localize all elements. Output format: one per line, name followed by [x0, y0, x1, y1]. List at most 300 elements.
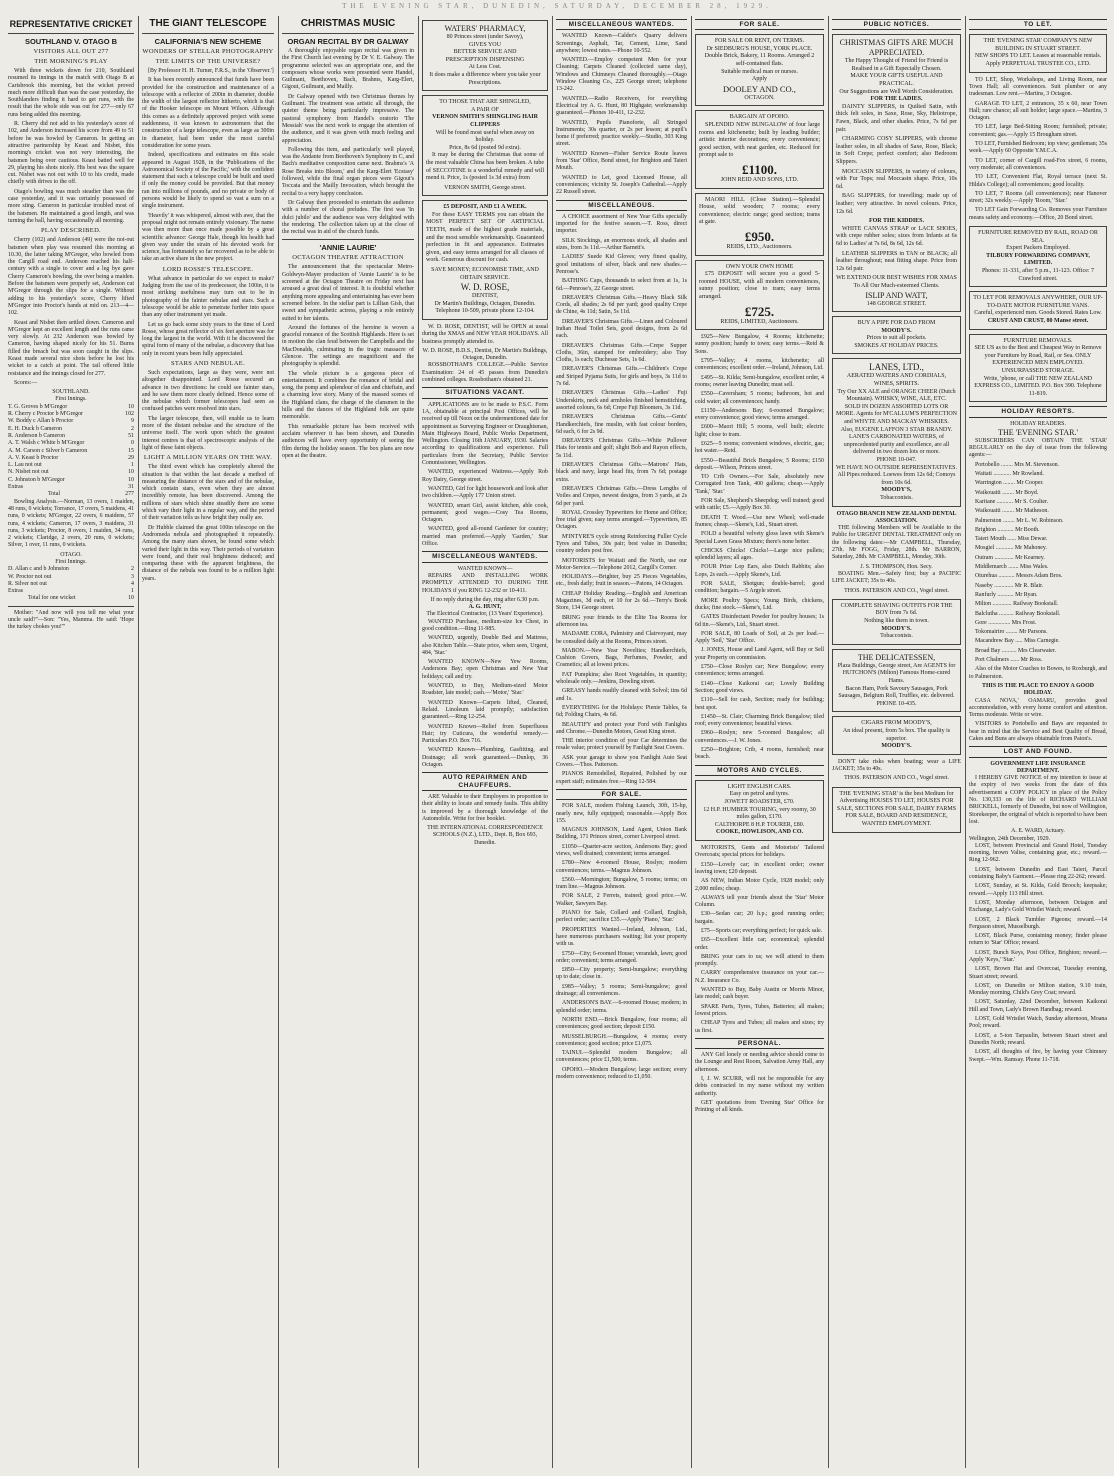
classified-ad: DON'T take risks when boating; wear a LIFE JACKET; 35s to 40s. — [832, 758, 961, 773]
ad-signature: REIDS, LIMITED, Auctioneers. — [720, 318, 799, 325]
article-kicker: WONDERS OF STELLAR PHOTOGRAPHY — [142, 48, 274, 55]
column-to-let — [969, 16, 1107, 1468]
notice-title: OTAGO BRANCH NEW ZEALAND DENTAL ASSOCIATION. — [836, 510, 957, 524]
classified-ad: DREAVER'S Christmas Gifts.—Crepe Supper Cloths, 36in, stamped for embroidery; also Tray Cloths, 1s each; Duchesse Sets, 1s 6d. — [556, 342, 687, 364]
ad-line: COMPLETE SHAVING OUTFITS FOR THE BOY from 7s 6d. — [840, 602, 953, 617]
classified-ad: DREAVER'S Christmas Gifts.—Dress Lengths of Voiles and Crepes, newest designs, from 3 yards, at 2s 6d per yard. — [556, 485, 687, 507]
ad-line: Tobacconists. — [880, 633, 913, 640]
classified-ad: £750—Close Roslyn car; New Bungalow; every convenience; terms arranged. — [695, 664, 824, 678]
classified-ad: CHICKS Chicks! Chicks!—Large nice pullets; splendid layers; all ages. — [695, 547, 824, 562]
classified-ad: DREAVER'S Christmas Gifts.—Heavy Black Silk Cords, all shades; 2s 6d per yard; good quality Crepe de Chine, 4s 11d; Satin, 5s 11d. — [556, 294, 687, 316]
agent-entry: Taieri Mouth ...... Miss Dewar. — [975, 536, 1048, 543]
ad-signature: JOHN REID AND SONS, LTD. — [720, 177, 799, 184]
ad-line: MAKE YOUR GIFTS USEFUL AND PRACTICAL. — [850, 73, 943, 88]
batsman-runs: 1 — [131, 588, 134, 595]
ad-line: DENTIST, — [471, 293, 499, 300]
ad-line: PRESCRIPTION DISPENSING — [445, 56, 525, 63]
ad-line: LANE'S CARBONATED WATERS, of unprecedented purity and excellence, are all delivered in two dozen lots or more. — [843, 434, 950, 456]
classified-ad: LOST, 2 Black Tumbler Pigeons; reward.—14 Ferguson street, Musselburgh. — [969, 916, 1107, 930]
article-subtitle: ORGAN RECITAL BY DR GALWAY — [287, 37, 409, 46]
notice-signature: J. S. THOMPSON, Hon. Secy. — [860, 563, 933, 570]
classified-ad: GARAGE TO LET, 2 entrances, 35 x 60, near Town Hall; rare chance; all suit holder; large space.—Martins, 3 Octagon. — [969, 100, 1107, 122]
batsman-name: R. Silver not out — [8, 580, 47, 587]
classified-ad: £625—5 rooms; convenient windows, electric, gas; hot water.—Reid. — [695, 441, 824, 455]
notice-body: SUBSCRIBERS CAN OBTAIN THE 'STAR' REGULARLY on the day of issue from the following agents:— — [969, 437, 1107, 459]
batsman-runs: 2 — [131, 566, 134, 573]
ad-line: Tobacconists. — [880, 494, 913, 501]
section-heading: MISCELLANEOUS WANTEDS. — [556, 19, 687, 30]
notice-body: THE following Members will be Available to the Public for URGENT DENTAL TREATMENT only on the following dates:—Mr CAMPBELL, Thursday, 27th. Mr FOGG, Friday, 28th. Mr BARRON, Saturday, 28th. Mr CAMPBELL, Monday, 30th. — [832, 525, 961, 561]
classified-ad: TO LET, corner of Cargill road-Fox street, 6 rooms, very moderate; all conveniences. — [969, 157, 1107, 171]
classified-ad: DREAVER'S Christmas Gifts.—White Pullover Hats for tennis and golf; slight Bob and Rayon effects, 5s 11d. — [556, 438, 687, 459]
shaving-ad — [832, 599, 961, 645]
classified-ad: LOST, on Dunedin or Milton station, 9.10 train, Monday morning, Child's Grey Coat; reward. — [969, 982, 1107, 997]
classified-ad: WANTED Known—Plumbing, Gasfitting, and Drainage; all work guaranteed.—Dunlop, 36 Octagon. — [422, 747, 548, 769]
ad-line: THE 'EVENING STAR' COMPANY'S NEW BUILDING IN STUART STREET. — [983, 38, 1093, 52]
classified-ad: ANY Girl lonely or needing advice should come to the Lounge and Rest Room, Salvation Army Hall, any afternoon. — [695, 1052, 824, 1073]
classified-list — [556, 214, 687, 786]
divider — [282, 239, 414, 240]
ad-line: Plaza Buildings, George street, Are AGENTS for HUTCHON'S (Milton) Famous Home-cured Hams. — [837, 662, 956, 684]
classified-ad: TAINUI.—Splendid modern Bungalow; all conveniences; price £1,500; terms. — [556, 1050, 687, 1064]
ad-line: It does make a difference where you take your Prescriptions. — [429, 71, 541, 86]
classified-ad: BEAUTIFY and protect your Ford with Fanlights and Chrome.—Dunedin Motors, Great King street. — [556, 721, 687, 735]
article-subtitle: CALIFORNIA'S NEW SCHEME — [154, 37, 262, 46]
batsman-runs: 10 — [128, 469, 134, 476]
batsman-name: Extras — [8, 484, 24, 491]
paragraph: Following this item, and particularly well played, was the Andante from Beethoven's Symphony in C, and Bach's meditative composition came next. Brahms's 'A Rose Breaks into Bloom,' and the Karg-Elert 'Ecstasy' followed, while the final organ pieces were Gigout's Toccata and the Mailly Invocation, which brought the recital to a very happy conclusion. — [282, 146, 414, 197]
classified-ad: WANTED to Buy, Baby Austin or Morris Minor, late model; cash buyer. — [695, 987, 824, 1001]
classified-ad: £850—City property; Semi-bungalow; everything up to date; close in. — [556, 967, 687, 981]
classified-list — [695, 334, 824, 761]
running-head: THE EVENING STAR, DUNEDIN, SATURDAY, DECEMBER 28, 1929. — [342, 2, 772, 10]
ad-line: OCTAGON. — [744, 94, 775, 101]
batsman-runs: 31 — [128, 484, 134, 491]
ad-title: CIGARS FROM MOODY'S, — [861, 720, 932, 727]
classified-ad: BATHING Caps, thousands to select from at 1s, 1s 6d.—Penrose's, 22 George street. — [556, 278, 687, 292]
ad-line: Apply — [752, 76, 767, 83]
classified-ad: BOATING Men.—Safety first; buy a PACIFIC LIFE JACKET; 35s to 40s. — [832, 570, 961, 585]
ad-title: TO THOSE THAT ARE SHINGLED, — [439, 99, 531, 106]
classified-ad: £495—St. Kilda; Semi-bungalow, excellent order, 4 rooms; owner leaving Dunedin; must sell. — [695, 374, 824, 388]
notice-body: Also of the Motor Coaches to Bowes, to Roxburgh, and to Palmerston. — [969, 666, 1107, 680]
classified-ad: DREAVER'S Christmas Gifts.—Children's Crepe and Striped Pyjama Suits, for girls and boys, 3s 11d to 7s 6d. — [556, 366, 687, 388]
ad-name: TILBURY FORWARDING COMPANY, LIMITED. — [986, 252, 1090, 267]
classified-ad: WANTED, Girl for light housework and look after two children.—Apply 177 Union street. — [422, 485, 548, 500]
ad-name: CRUST AND CRUST, 80 Manse street. — [987, 317, 1089, 324]
column-for-sale — [695, 16, 824, 1468]
evening-star-ad: THE 'EVENING STAR' is the best Medium for Advertising HOUSES TO LET, HOUSES FOR SALE, SECTIONS FOR SALE, DAIRY FARMS FOR SALE, BOARD AND RESIDENCE, WANTED EMPLOYMENT. — [832, 787, 961, 833]
ad-line: An ideal present, from 5s box. The quality is superior. — [842, 727, 951, 742]
agent-entry: Balclutha .......... Railway Bookstall. — [975, 610, 1061, 617]
property-ad — [695, 34, 824, 106]
agent-entry: Oturehua ........... Messrs Adam Bros. — [975, 573, 1063, 580]
classified-ad: LOST, between Dunedin and East Taieri, Parcel containing Baby's Garment.—Please ring 22-262; reward. — [969, 866, 1107, 881]
cigars-ad — [832, 716, 961, 754]
classified-list — [556, 33, 687, 196]
cars-ad — [695, 780, 824, 841]
notice-title: GOVERNMENT LIFE INSURANCE DEPARTMENT. — [990, 760, 1086, 774]
classified-ad: SILK Stockings, an enormous stock, all shades and sizes, from 3s 11d.—Arthur Barnett's. — [556, 237, 687, 252]
classified-ad: £110—Sell for cash, Section; ready for building; best spot. — [695, 697, 824, 711]
classified-ad: MAGNUS JOHNSON, Land Agent, Union Bank Building, 171 Princes street, corner Liverpool street. — [556, 827, 687, 841]
ad-line: CALTHORPE 8 H.P. TOURER, £80. — [714, 821, 805, 828]
classified-ad: £550—Beautiful Brick Bungalow, 5 Rooms; £150 deposit.—Wilson, Princes street. — [695, 457, 824, 471]
column-rule — [138, 16, 139, 1468]
classified-ad: SPARE Parts, Tyres, Tubes, Batteries; all makes; lowest prices. — [695, 1003, 824, 1017]
ad-line: WE EXTEND OUR BEST WISHES FOR XMAS — [836, 275, 957, 282]
ad-name: LANES, LTD., — [869, 362, 924, 373]
ad-price: £950. — [744, 228, 775, 244]
classified-ad: CHEAP Tyres and Tubes; all makes and sizes; try us first. — [695, 1020, 824, 1034]
classified-ad: ANDERSON'S BAY.—6-roomed House; modern; in splendid order; terms. — [556, 1000, 687, 1014]
classified-ad: ALWAYS tell your friends about the 'Star' Motor Column. — [695, 894, 824, 909]
ad-line: PHONE 10-047. — [876, 457, 917, 464]
shops-ad — [969, 34, 1107, 72]
batsman-runs: 29 — [128, 454, 134, 461]
ad-line: Price, 8s 6d (posted 9d extra). — [449, 144, 521, 151]
delicatessen-ad — [832, 649, 961, 713]
classified-ad: OPOHO.—Modern Bungalow; large section; every modern convenience; reduced to £1,050. — [556, 1066, 687, 1080]
ad-line: NEW SHOPS TO LET. Leases at reasonable rentals. — [974, 53, 1102, 60]
classified-ad: J. JONES, House and Land Agent, will Buy or Sell your Property on commission. — [695, 647, 824, 661]
dentist-ad — [422, 200, 548, 320]
ad-line: SAVE MONEY; ECONOMISE TIME, AND OBTAIN SERVICE. — [431, 267, 539, 281]
batsman-runs: 15 — [128, 447, 134, 454]
classified-ad: LADIES' Suede Kid Gloves; very finest quality, good imitations of silver, black and new shades.—Penrose's. — [556, 254, 687, 275]
ad-item: MOCCASIN SLIPPERS, in variety of colours, with Fur Tops; real Moccasin shape. Price, 10s 6d. — [836, 168, 957, 190]
ad-name: THE DELICATESSEN, — [857, 652, 936, 662]
article-subtitle: OCTAGON THEATRE ATTRACTION — [292, 254, 404, 262]
classified-ad: LOST, between Provincial and Grand Hotel, Tuesday morning, brown Valise, containing gear, etc.; reward.—Ring 12-962. — [969, 842, 1107, 864]
removals-ad — [969, 226, 1107, 287]
section-subhead: LIGHT A MILLION YEARS ON THE WAY. — [143, 454, 273, 462]
article-title: 'ANNIE LAURIE' — [319, 243, 377, 253]
classified-ad: PIANOS Remodelled, Repaired, Polished by our expert staff; estimates free.—Ring 12-584. — [556, 771, 687, 785]
divider — [8, 606, 134, 607]
total-value: 277 — [125, 491, 134, 498]
classified-ad: GREASY hands readily cleaned with Solvol; tins 6d and 1s. — [556, 688, 687, 702]
classified-ad: EVERYTHING for the Holidays: Pienie Tables, 6s 6d; Folding Chairs, 4s 6d. — [556, 704, 687, 719]
slippers-ad — [832, 34, 961, 312]
batsman-name: R. Anderson b Cameron — [8, 432, 65, 439]
ad-line: Our Suggestions are Well Worth Consideration. — [839, 88, 954, 95]
ad-name: ISLIP AND WATT, — [865, 290, 928, 300]
classified-ad: GATES Disinfectant Powder for poultry houses; 1s 6d tin.—Skene's, Ltd., Stuart street. — [695, 614, 824, 628]
section-heading: HOLIDAY RESORTS. — [969, 406, 1107, 417]
classified-ad: M'INTYRE'S cycle strong Reinforcing Fuller Cycle Tyres and Tubes, 30s pair; best value in Dunedin; country orders post free. — [556, 533, 687, 555]
ad-line: Also, EUGENE LAFFON 3 STAR BRANDY. — [840, 426, 953, 433]
batsman-name: L. Lau not out — [8, 462, 42, 469]
section-heading: MOTORS AND CYCLES. — [695, 765, 824, 776]
classified-ad: £1450—St. Clair; Charming Brick Bungalow; tiled roof; every convenience; beautiful views. — [695, 713, 824, 728]
section-heading: SITUATIONS VACANT. — [422, 387, 548, 398]
section-heading: PERSONAL. — [695, 1038, 824, 1049]
classified-ad: FOUR Prize Lop Ears, also Dutch Rabbits; also Lops, 2s each.—Apply Skene's, Ltd. — [695, 564, 824, 578]
column-christmas-music — [282, 16, 414, 1468]
ad-line: Dr SIEDBURG'S HOUSE, YORK PLACE. — [706, 45, 813, 52]
classified-ad: £600—Maori Hill; 5 rooms, well built; electric light; close to tram. — [695, 424, 824, 438]
ad-line: Write, 'phone, or call THE NEW ZEALAND EXPRESS CO., LIMITED. P.O. Box 390. Telephone 11-819. — [974, 375, 1102, 397]
paragraph: A thoroughly enjoyable organ recital was given in the First Church last evening by Dr V. E. Galway. The programme selected was an appropriate one, and the composers whose works were presented were Handel, Guilmant, Beethoven, Bach, Brahms, Karg-Elert, Gigout, Guilmant, and Mailly. — [282, 48, 414, 91]
classified-ad: WANTED KNOWN—New Yew Rooms, Andersons Bay; open Christmas and New Year holidays; call and try. — [422, 659, 548, 680]
agents-list — [969, 462, 1107, 665]
batsman-name: Extras — [8, 588, 24, 595]
notice-body: I HEREBY GIVE NOTICE of my intention to issue at the expiry of two weeks from the date of this advertisement a COPY POLICY in place of the Policy No. 130,333 on the life of RICHARD WILLIAM BRICKELL, formerly of Dunedin, but now of Wellington, Storekeeper, the original of which is reported to have been lost. — [969, 775, 1107, 825]
ad-body: For these EASY TERMS you can obtain the MOST PERFECT SET OF ARTIFICIAL TEETH, made of the highest grade materials, and the most sensible workmanship. Guaranteed perfection in fit and appearance. Estimates given, and easy terms arranged for all classes of work. Generous discount for cash. — [426, 211, 544, 264]
paragraph: The third event which has completely altered the situation is that within the last decade a method of measuring the distance of the stars and of the nebulae, which contain stars, even when they are almost incredibly remote, has been discovered. Among the millions of stars which shine steadily there are some which vary their light in a regular way, and the period of their variation tells us how bright they really are. — [142, 464, 274, 522]
paragraph: Mother: "And now will you tell me what your uncle said?"—Son: "Yes, Mamma. He said: 'Hope the turkey chokes you!'" — [8, 609, 134, 631]
section-heading: FOR SALE. — [695, 19, 824, 30]
classified-ad: PROPERTIES Wanted.—Ireland, Johnson, Ltd., have numerous purchasers waiting; list your property with us. — [556, 926, 687, 948]
ad-line: AERATED WATERS AND CORDIALS, WINES, SPIRITS. — [846, 373, 947, 388]
ad-item: WHITE CANVAS STRAP or LACE SHOES, with crepe rubber soles; sizes from Infants at 6s 6d to Ladies' at 7s 6d, 8s 6d, 12s 6d. — [836, 225, 957, 247]
section-subhead: LORD ROSSE'S TELESCOPE. — [162, 265, 254, 273]
section-heading: MISCELLANEOUS. — [556, 200, 687, 211]
ad-item: BAG SLIPPERS, for travelling; made up of leather; very attractive. In novel colours. Price, 12s 6d. — [836, 193, 957, 215]
batting-table — [8, 566, 134, 595]
article-title: REPRESENTATIVE CRICKET — [9, 19, 133, 29]
classified-ad: WANTED Known—Fisher Service Route leaves from 'Star' Office, Bond street, for Brighton and Taieri Mouth. — [556, 150, 687, 172]
column-rule — [691, 16, 692, 1468]
classified-ad: £550—Caversham; 5 rooms; bathroom, hot and cold water; all conveniences; handy. — [695, 391, 824, 405]
property-ad — [695, 260, 824, 331]
section-heading: TO LET. — [969, 19, 1107, 30]
batting-row — [8, 462, 134, 469]
classified-ad: TO LET, Furnished Bedroom; top view; gentleman; 35s week.—Apply 60 Opposite Y.M.C.A. — [969, 141, 1107, 155]
ad-line: SEE US as to the Best and Cheapest Way to Remove your Furniture by Road, Rail, or Sea. ONLY EXPERIENCED MEN EMPLOYED. UNSURPASSED STORAGE. — [974, 345, 1102, 374]
divider — [8, 33, 134, 34]
classified-ad: ROYAL Crossley Typewriters for Home and Office; free trial given; easy terms arranged.—Typewriters, 85 Octagon. — [556, 509, 687, 531]
classified-ad: TO LET, 7 Rooms (all conveniences); near Hanover street; 32s weekly.—Apply 'Room,' 'Star.' — [969, 190, 1107, 205]
ad-signature: W. D. ROSE, B.D.S., Dentist, Dr Martin's Buildings, Octagon, Dunedin. — [422, 347, 548, 362]
agent-entry: Brighton ........... Mr Booth. — [975, 526, 1040, 533]
classified-ad: DREAVER'S Christmas Gifts.—Ladies' Fuji Underskirts, neck and armholes finished hemstitching, assorted colours, 6s 6d; Crepe Fuji Bloomers, 3s 11d. — [556, 390, 687, 411]
classified-ad: LOST, Gold Wristlet Watch, Sunday afternoon, Moana Pool; reward. — [969, 1016, 1107, 1030]
classified-ad: TO LET Gain Forwarding Co. Removes your Furniture means safety and economy.—Office, 20 Bond street. — [969, 207, 1107, 221]
ad-body: SPLENDID NEW BUNGALOW of four large rooms and kitchenette; built by leading builder; artistic interior decorations; every convenience; good section, with neat garden, etc. Reduced for prompt sale to — [699, 122, 820, 159]
team-name: SOUTHLAND. — [52, 389, 90, 396]
section-heading: MISCELLANEOUS WANTEDS. — [422, 551, 548, 562]
innings-label: First Innings. — [55, 559, 87, 565]
agent-entry: Port Chalmers ...... Mr Ross. — [975, 657, 1043, 664]
agent-entry: Milton ............. Railway Bookstall. — [975, 601, 1059, 608]
batting-row — [8, 448, 134, 455]
ad-line: If no reply during the day, ring after 6.30 p.m. — [430, 596, 540, 603]
total-row — [8, 595, 134, 602]
ad-line: Bacon Ham, Pork Savoury Sausages, Pork Sausages, Belgium Roll, Truffles, etc. delivered. PHONE 10-435. — [838, 685, 955, 707]
ad-signature: VERNON SMITH, George street. — [444, 184, 526, 191]
classified-ad: TO Crib Owners.—For Sale, absolutely new Corrugated Iron Tank, 400 gallons; cheap.—Apply 'Tank,' 'Star.' — [695, 474, 824, 495]
paragraph: Dr Hubble claimed the great 100in telescope on the Andromeda nebula and photographed it repeatedly. Among the many stars shown, he found some which varied their light in this way. Their periods of variation were found, and their real brightness deduced; and comparing these with the apparent brightness, the distance of the nebula was found to be a million light years. — [142, 524, 274, 582]
classified-list — [695, 1052, 824, 1114]
divider — [282, 33, 414, 34]
ad-line: The Happy Thought of Friend for Friend is Realised in a Gift Especially Chosen. — [844, 58, 949, 72]
classified-ad: FOR SALE, modern Fishing Launch, 30ft, 15-hp, nearly new, fully equipped; reasonable.—Apply Box 155. — [556, 803, 687, 824]
paragraph: 'Heavily' it was whispered, almost with awe, that the proposal might not remain entirely visionary. The name was then more than once made possible by a great scientific advance: George Hale, though his health had given way under the strain of his devoted work for science, has fortunately so far recovered as to be able to take an active share in the new project. — [142, 212, 274, 263]
classified-ad: LOST, Sunday, at St. Kilda, Gold Brooch; keepsake; reward.—Apply 113 Hill street. — [969, 883, 1107, 897]
batsman-name: W. Proctor not out — [8, 573, 52, 580]
ad-line: The Electrical Contractor, (13 Years' Experience). — [426, 611, 544, 618]
ad-title: LIGHT ENGLISH CARS. — [727, 783, 792, 790]
classified-ad: £560.—Mornington; Bungalow, 5 rooms; terms; on tram line.—Magnus Johnson. — [556, 876, 687, 891]
paragraph: This remarkable picture has been received with acclaim wherever it has been shown, and Dunedin audiences will have every opportunity of seeing the film during the holiday season. The box plans are now open at the theatre. — [282, 423, 414, 459]
classified-ad: WANTED Purchase, medium-size Ice Chest, in good condition.—Ring 11-985. — [422, 618, 548, 632]
agent-entry: Gore ............... Mrs Frost. — [975, 619, 1037, 626]
classified-ad: FOR SALE, 80 Loads of Soil, at 2s per load.—Apply 'Soil,' 'Star' Office. — [695, 630, 824, 645]
paragraph: Otago's bowling was much steadier than was the case yesterday, and it was certainly possessed of more sting. Cameron in particular troubled most of the batsmen. He maintained a good length, and was turning the ball, having occasionally all morning. — [8, 188, 134, 224]
ad-signature: THE INTERNATIONAL CORRESPONDENCE SCHOOLS (N.Z.), LTD., Dept. B, Box 693, Dunedin. — [427, 825, 543, 846]
notice-body: CASA NOVA,' OAMARU, provides good accommodation, with every home comfort and attention. Terms moderate. Write or wire. — [969, 697, 1107, 719]
paragraph: Around the fortunes of the heroine is woven a graceful romance of the Scottish Highlands. Here is set in motion the clan feud between the Campbells and the MacDonalds, culminating in the tragic massacre of Glencoe. The settings are magnificent and the photography is splendid. — [282, 324, 414, 368]
ad-line: Apply PERPETUAL TRUSTEE CO., LTD. — [985, 61, 1091, 68]
agent-entry: Tokomairiro ........ Mr Parsons. — [975, 629, 1048, 636]
article-subtitle: SOUTHLAND V. OTAGO B — [24, 37, 118, 46]
classified-ad: THE interior condition of your Car determines the resale value; protect yourself by Fanlight Seat Covers. — [556, 738, 687, 752]
batting-row — [8, 404, 134, 411]
classified-ad: FOLD a beautiful velvety gloss lawn with Skene's Special Lawn Grass Mixture; there's none better. — [695, 531, 824, 545]
batsman-name: E. H. Duck b Cameron — [8, 425, 62, 432]
ad-title: FURNITURE REMOVED BY RAIL, ROAD OR SEA. — [978, 230, 1098, 244]
agent-entry: Portobello ........ Mrs M. Stevenson. — [975, 461, 1060, 468]
batsman-name: R. Cherry c Proctor b M'Gregor — [8, 411, 84, 418]
batsman-runs: 2 — [131, 425, 134, 432]
classified-list — [422, 469, 548, 548]
batting-row — [8, 581, 134, 588]
classified-ad: WANTED, experienced Waitress.—Apply Rob Roy Dairy, George street. — [422, 469, 548, 483]
batsman-name: N. Nisbet not out — [8, 469, 49, 476]
classified-ad: GET quotations from 'Evening Star' Office for Printing of all kinds. — [695, 1099, 824, 1114]
paragraph: Dr Galway then proceeded to entertain the audience with a number of choral preludes. The first was 'In dulci jubilo' and the audience was very delighted with the rendering. The collection taken up at the close of the recital was in aid of the church funds. — [282, 199, 414, 236]
ad-body: MAORI HILL (Close Station).—Splendid House, solid wooden; 7 rooms; every convenience; electric range; good section; trams at gate. — [699, 196, 820, 226]
paragraph: What advance in particular do we expect to make? Judging from the use of its predecessor, the 100in, it is most striking usefulness may turn out to be in photography of the fainter nebulae and stars. Such a telescope would be able to penetrate further into space than any other instrument yet made. — [142, 275, 274, 319]
batting-row — [8, 477, 134, 484]
scores-label: Scores:— — [14, 379, 38, 386]
pipe-ad — [832, 316, 961, 354]
classified-ad: LOST, all thoughts of fire, by having your Chimney Swept.—Wm. Ramsay. Phone 11-718. — [969, 1049, 1107, 1063]
ad-line: Easy on petrol and tyres. — [729, 791, 790, 798]
classified-ad: FOR SALE, 2 Ferrets, trained; good price.—W. Walker, Sawyers Bay. — [556, 893, 687, 907]
classified-ad: WANTED.—Radio Receivers, for everything Electrical try A. G. Hunt, 80 Highgate; workmanship guaranteed.—Phones 10-411, 12-232. — [556, 95, 687, 117]
classified-ad: NORTH END.—Brick Bungalow, four rooms; all conveniences; good section; deposit £150. — [556, 1016, 687, 1031]
batsman-runs: 1 — [131, 462, 134, 469]
batting-row — [8, 574, 134, 581]
classified-ad: TO LET, Convenient Flat, Royal terrace (next St. Hilda's College); all conveniences; good locality. — [969, 174, 1107, 188]
ad-line: Expert Packers Employed. — [1006, 245, 1070, 252]
ad-title: CHRISTMAS GIFTS ARE MUCH APPRECIATED. — [839, 38, 954, 58]
classified-ad: PIANO for Sale, Collard and Collard, English, perfect order; sacrifice £35.—Apply 'Piano,' 'Star.' — [556, 910, 687, 924]
ad-item: LEATHER SLIPPERS in TAN or BLACK; all leather throughout; neat fitting shape. Price from 12s 6d pair. — [836, 250, 957, 272]
section-heading: PUBLIC NOTICES. — [832, 19, 961, 30]
classified-ad: TO LET, large Bed-Sitting Room; furnished; private; convenient; gas.—Apply 15 Brougham street. — [969, 124, 1107, 138]
column-telescope — [142, 16, 274, 1468]
batting-row — [8, 411, 134, 418]
classified-ad: WANTED Known—Relief from Superfluous Hair; try Cuticura, the wonderful remedy.—Particulars P.O. Box 716. — [422, 723, 548, 745]
ad-subhead: FOR THE KIDDIES. — [868, 218, 925, 225]
removals-ad — [969, 291, 1107, 329]
classified-ad: LOST, Monday afternoon, between Octagon and Exchange, Lady's Gold Wristlet Watch; reward. — [969, 899, 1107, 914]
classified-ad: BRING your friends to the Elite Tea Rooms for afternoon tea. — [556, 614, 687, 628]
total-row — [8, 491, 134, 498]
paragraph: Keast and Nisbet then settled down. Cameron and M'Gregor kept an excellent length and the runs came very slowly. At 232 Anderson was bowled by Cameron, having shaped nicely for his 51. Burns filled the breach but was soon caught in the slips. Keast made several nice shots before he lost his wicket to a catch at point. The tail offered little resistance and the innings closed for 277. — [8, 319, 134, 377]
article-kicker: VISITORS ALL OUT 277 — [33, 48, 109, 55]
ad-list — [836, 226, 957, 274]
ad-name: MOODY'S, — [881, 487, 912, 494]
batsman-name: W. Boddy c Allan b Proctor — [8, 418, 74, 425]
section-subhead: PLAY DESCRIBED. — [40, 227, 101, 235]
classified-ad: £30—Sedan car; 20 h.p.; good running order; bargain. — [695, 911, 824, 925]
ad-title: £5 DEPOSIT, AND £1 A WEEK. — [443, 204, 527, 211]
classified-ad: I, J. W. SCURR, will not be responsible for any debts contracted in my name without my written authority. — [695, 1076, 824, 1097]
classified-ad: AS NEW, Indian Motor Cycle, 1928 model; only 2,000 miles; cheap. — [695, 878, 824, 892]
column-rule — [552, 16, 553, 1468]
batsman-name: A. T. Walsh c White b M'Gregor — [8, 440, 85, 447]
classified-ad: CHEAP Holiday Reading.—English and American Magazines, 3d each, or 10 for 2s 6d.—Terry's Book Store, 134 George street. — [556, 590, 687, 612]
paragraph: The larger telescope, then, will enable us to learn more of the distant nebulae and the structure of the universe itself. The work upon which the greatest interest centres is that of spectroscopic analysis of the light of these faint objects. — [142, 415, 274, 451]
agent-entry: Mosgiel ............ Mr Mahoney. — [975, 545, 1047, 552]
batsman-name: A. V. Keast b Proctor — [8, 454, 59, 461]
classified-ad: BRING your cars to us; we will attend to them promptly. — [695, 953, 824, 968]
article-subhead: THE LIMITS OF THE UNIVERSE? — [155, 58, 261, 65]
ad-price: £1100. — [741, 162, 778, 178]
classified-ad: WANTED Known—Calder's Quarry delivers Screenings, Asphalt, Tar, Cement, Lime, Sand anywhere; lowest rates.—Phone 10-552. — [556, 33, 687, 54]
batting-table — [8, 404, 134, 492]
classified-ad: £960—Roslyn; new 5-roomed Bungalow; all conveniences.—J. W. Jones. — [695, 730, 824, 744]
batsman-name: C. Johnston b M'Gregor — [8, 476, 65, 483]
bowling-analysis: Bowling Analysis.—Norman, 13 overs, 1 maiden, 48 runs, 0 wickets; Torrance, 17 overs, 5 maidens, 41 runs, 0 wickets; M'Gregor, 22 overs, 6 maidens, 57 runs, 4 wickets; Cameron, 17 overs, 3 maidens, 31 runs, 3 wickets; Proctor, 8 overs, 1 maiden, 34 runs, 2 wickets; Claridge, 2 overs, 20 runs, 0 wickets; Silver, 1 over, 11 runs, 0 wickets. — [8, 498, 134, 549]
classified-ad: LOST, Brown Hat and Overcoat, Tuesday evening, Stuart street; reward. — [969, 966, 1107, 980]
ad-line: Try Our XX ALE and ORANGE CHEER (Dutch Mountain). WHISKY, WINE, ALE, ETC. — [837, 388, 956, 403]
ad-line: A PAIR OF — [471, 106, 499, 113]
classified-ad: ASK your garage to show you Fanlight Auto Seat Covers.—Thos. Patterson. — [556, 754, 687, 769]
classified-ad: FAT Pumpkins; also Root Vegetables, in quantity; wholesale only.—Jenkins, Dowling street. — [556, 671, 687, 686]
batting-row — [8, 566, 134, 573]
classified-ad: WANTED, Pupils Pianoforte, all Stringed Instruments; 30s quarter, or 2s per lesson; at pupil's home if preferred; practice weekly.—Studio, 303 King street. — [556, 119, 687, 148]
classified-ad: £750—City; 6-roomed House; verandah, lawn; good order; convenient; terms arranged. — [556, 950, 687, 964]
ad-line: SMOKES AT HOLIDAY PRICES. — [854, 342, 939, 349]
classified-ad: MABON.—New Year Novelties; Handkerchiefs, Cushion Covers, Bags, Perfumes, Powder, and Cosmetics; all at lowest prices. — [556, 647, 687, 669]
classified-ad: WANTED, to Buy, Medium-sized Motor Roadster, late model; cash.—'Motor,' 'Star.' — [422, 683, 548, 697]
ad-body: It may be during the Christmas that some of the most valuable China has been broken. A tube of SECCOTINE is a wonderful remedy and will mend it. Price, 1s (posted 1s 3d extra) from — [426, 152, 544, 182]
classified-ad: £985—Valley; 5 rooms; Semi-bungalow; good drainage; all conveniences. — [556, 983, 687, 998]
classified-ad: DREAVER'S Christmas Gifts.—Gents' Handkerchiefs, fine muslin, with fast colour borders, 6d each, 6 for 2s 9d. — [556, 414, 687, 435]
ad-line: BETTER SERVICE AND — [453, 49, 517, 56]
batting-row — [8, 455, 134, 462]
ad-line: GIVES YOU — [469, 41, 501, 48]
agent-entry: Middlemarch ....... Miss Wales. — [975, 564, 1049, 571]
paragraph: Cherry (102) and Anderson (49) were the not-out batsmen when play was resumed this morning at 10.30, the latter taking M'Gregor, who bowled from the Cargill road end. Anderson reached his half-century with a single to cover and a leg bye gave Cherry Cameron's bowling, the over being a maiden. Before the batsmen were properly set, Anderson cut M'Gregor through the slips for a single. Without adding to his yesterday's score, Cherry lifted M'Gregor into Proctor's hands at mid on. 213—4—102. — [8, 237, 134, 317]
property-ad — [695, 193, 824, 256]
batting-row — [8, 418, 134, 425]
ad-subhead: FOR THE LADIES. — [870, 96, 923, 103]
classified-ad: A CHOICE assortment of New Year Gifts specially imported for the festive season.—T. Ross, direct importer. — [556, 213, 687, 235]
classified-ad: £780—New 4-roomed House, Roslyn; modern conveniences; terms.—Magnus Johnson. — [556, 860, 687, 874]
classified-ad: £925—New Bungalow, 4 Rooms; kitchenette; sunny position; handy to town; easy terms.—Reid & Sons. — [695, 334, 824, 355]
agent-entry: Waitati ............ Mr Rowland. — [975, 471, 1044, 478]
classified-ad: £250—Brighton; Crib, 4 rooms, furnished; near beach. — [695, 746, 824, 761]
classified-ad: HOLIDAYS.—Brighter, buy 25 Pieces Vegetables, etc., fresh daily; fruit in season.—Patons, 14 Octagon. — [556, 574, 687, 588]
lanes-ad — [832, 358, 961, 506]
classified-ad: £65—Excellent little car; economical; splendid order. — [695, 937, 824, 951]
section-subhead: STARS AND NEBULAE. — [170, 359, 246, 367]
ad-name: MOODY'S. — [881, 625, 912, 632]
ad-line: 148 GEORGE STREET. — [866, 300, 927, 307]
agent-entry: Waikouaiti ........ Mr Boyd. — [975, 489, 1039, 496]
batting-row — [8, 440, 134, 447]
notice-title: THE 'EVENING STAR.' — [998, 427, 1078, 437]
notice-date: Wellington, 24th December, 1929. — [969, 835, 1051, 842]
batsman-runs: 10 — [128, 403, 134, 410]
